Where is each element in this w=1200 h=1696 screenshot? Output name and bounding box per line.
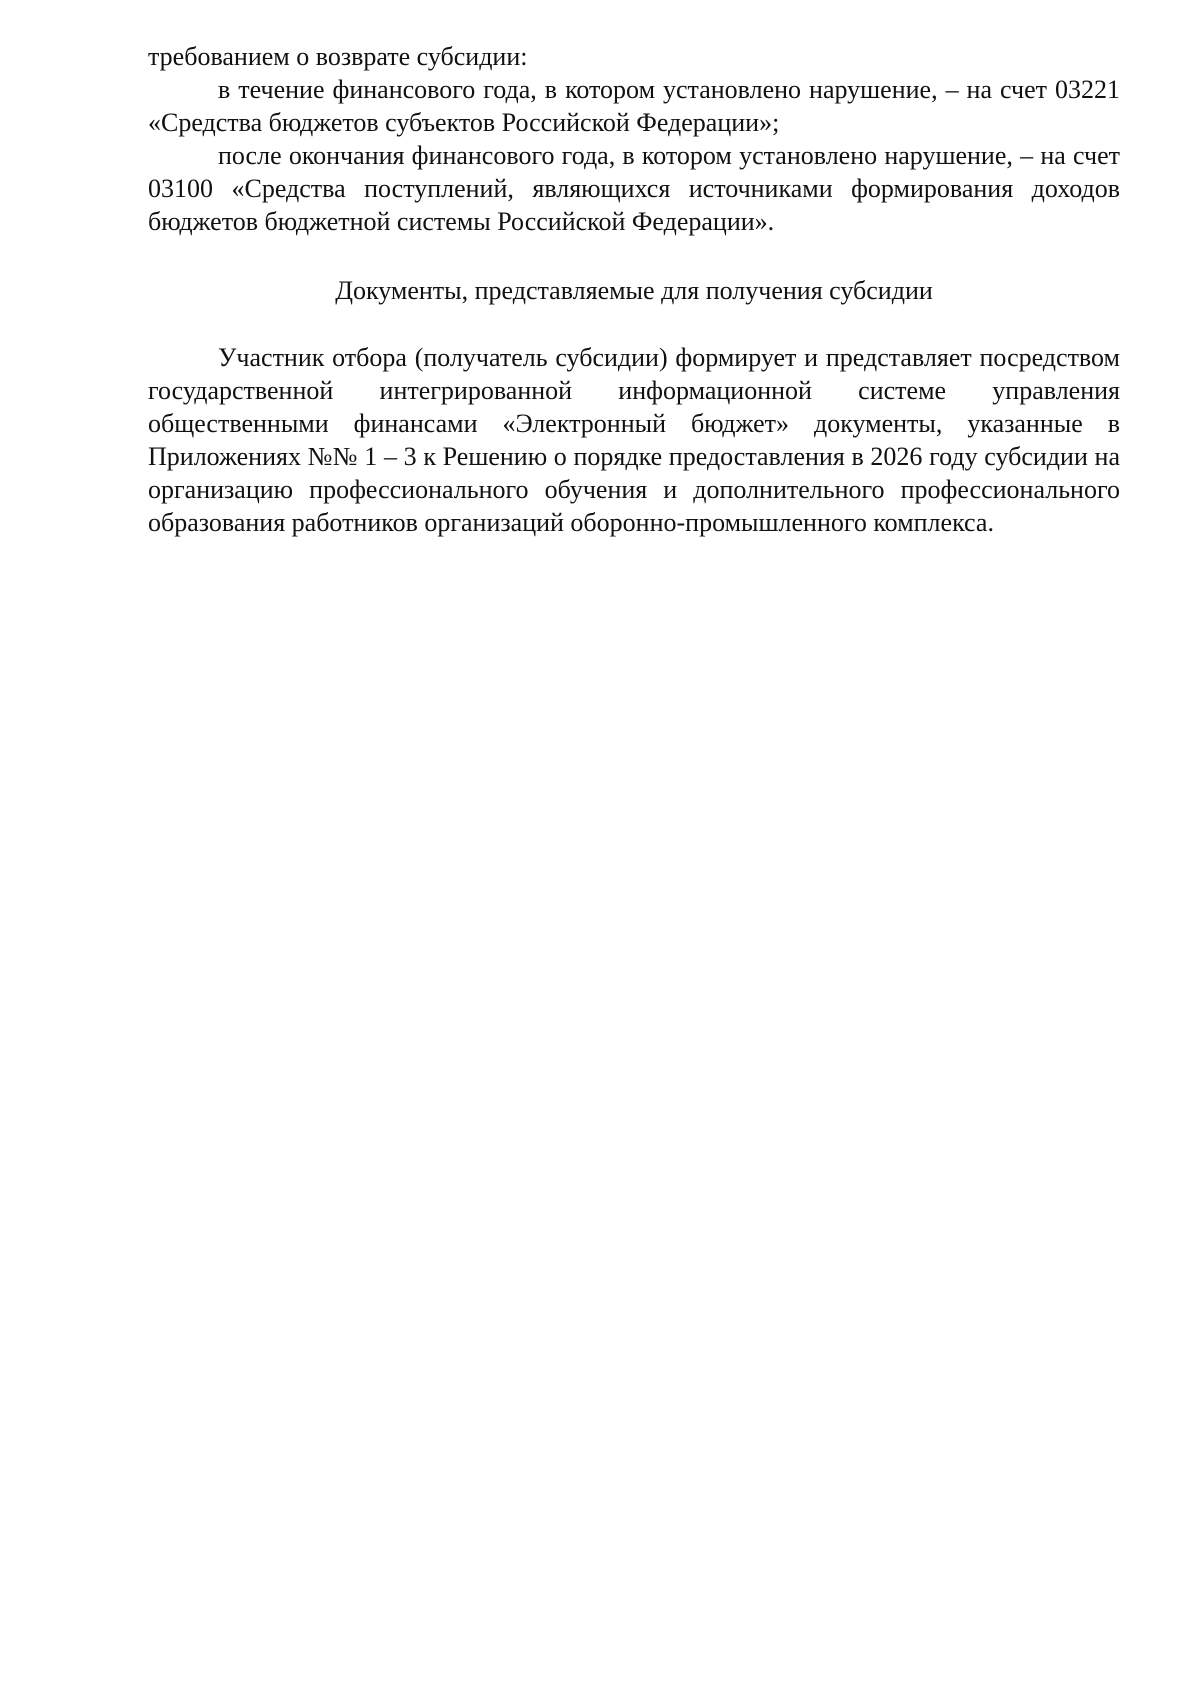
- paragraph-during-fiscal-year: в течение финансового года, в котором установлено нарушение, – на счет 03221 «Средства бюджетов субъектов Российской Федерации»;: [148, 75, 1120, 137]
- paragraph-documents: Участник отбора (получатель субсидии) формирует и представляет посредством государственной интегрированной информационной системе управления общественными финансами «Электронный бюджет» документы, указанные в Приложениях №№ 1 – 3 к Решению о порядке предоставления в 2026 году субсидии на организацию профессионального обучения и дополнительного профессионального образования работников организаций оборонно-промышленного комплекса.: [148, 343, 1120, 537]
- paragraph-after-fiscal-year: после окончания финансового года, в котором установлено нарушение, – на счет 03100 «Средства поступлений, являющихся источниками формирования доходов бюджетов бюджетной системы Российской Федерации».: [148, 141, 1120, 236]
- paragraph-continuation: требованием о возврате субсидии:: [148, 42, 528, 71]
- document-body: [148, 40, 1120, 539]
- section-heading: Документы, представляемые для получения субсидии: [335, 276, 933, 305]
